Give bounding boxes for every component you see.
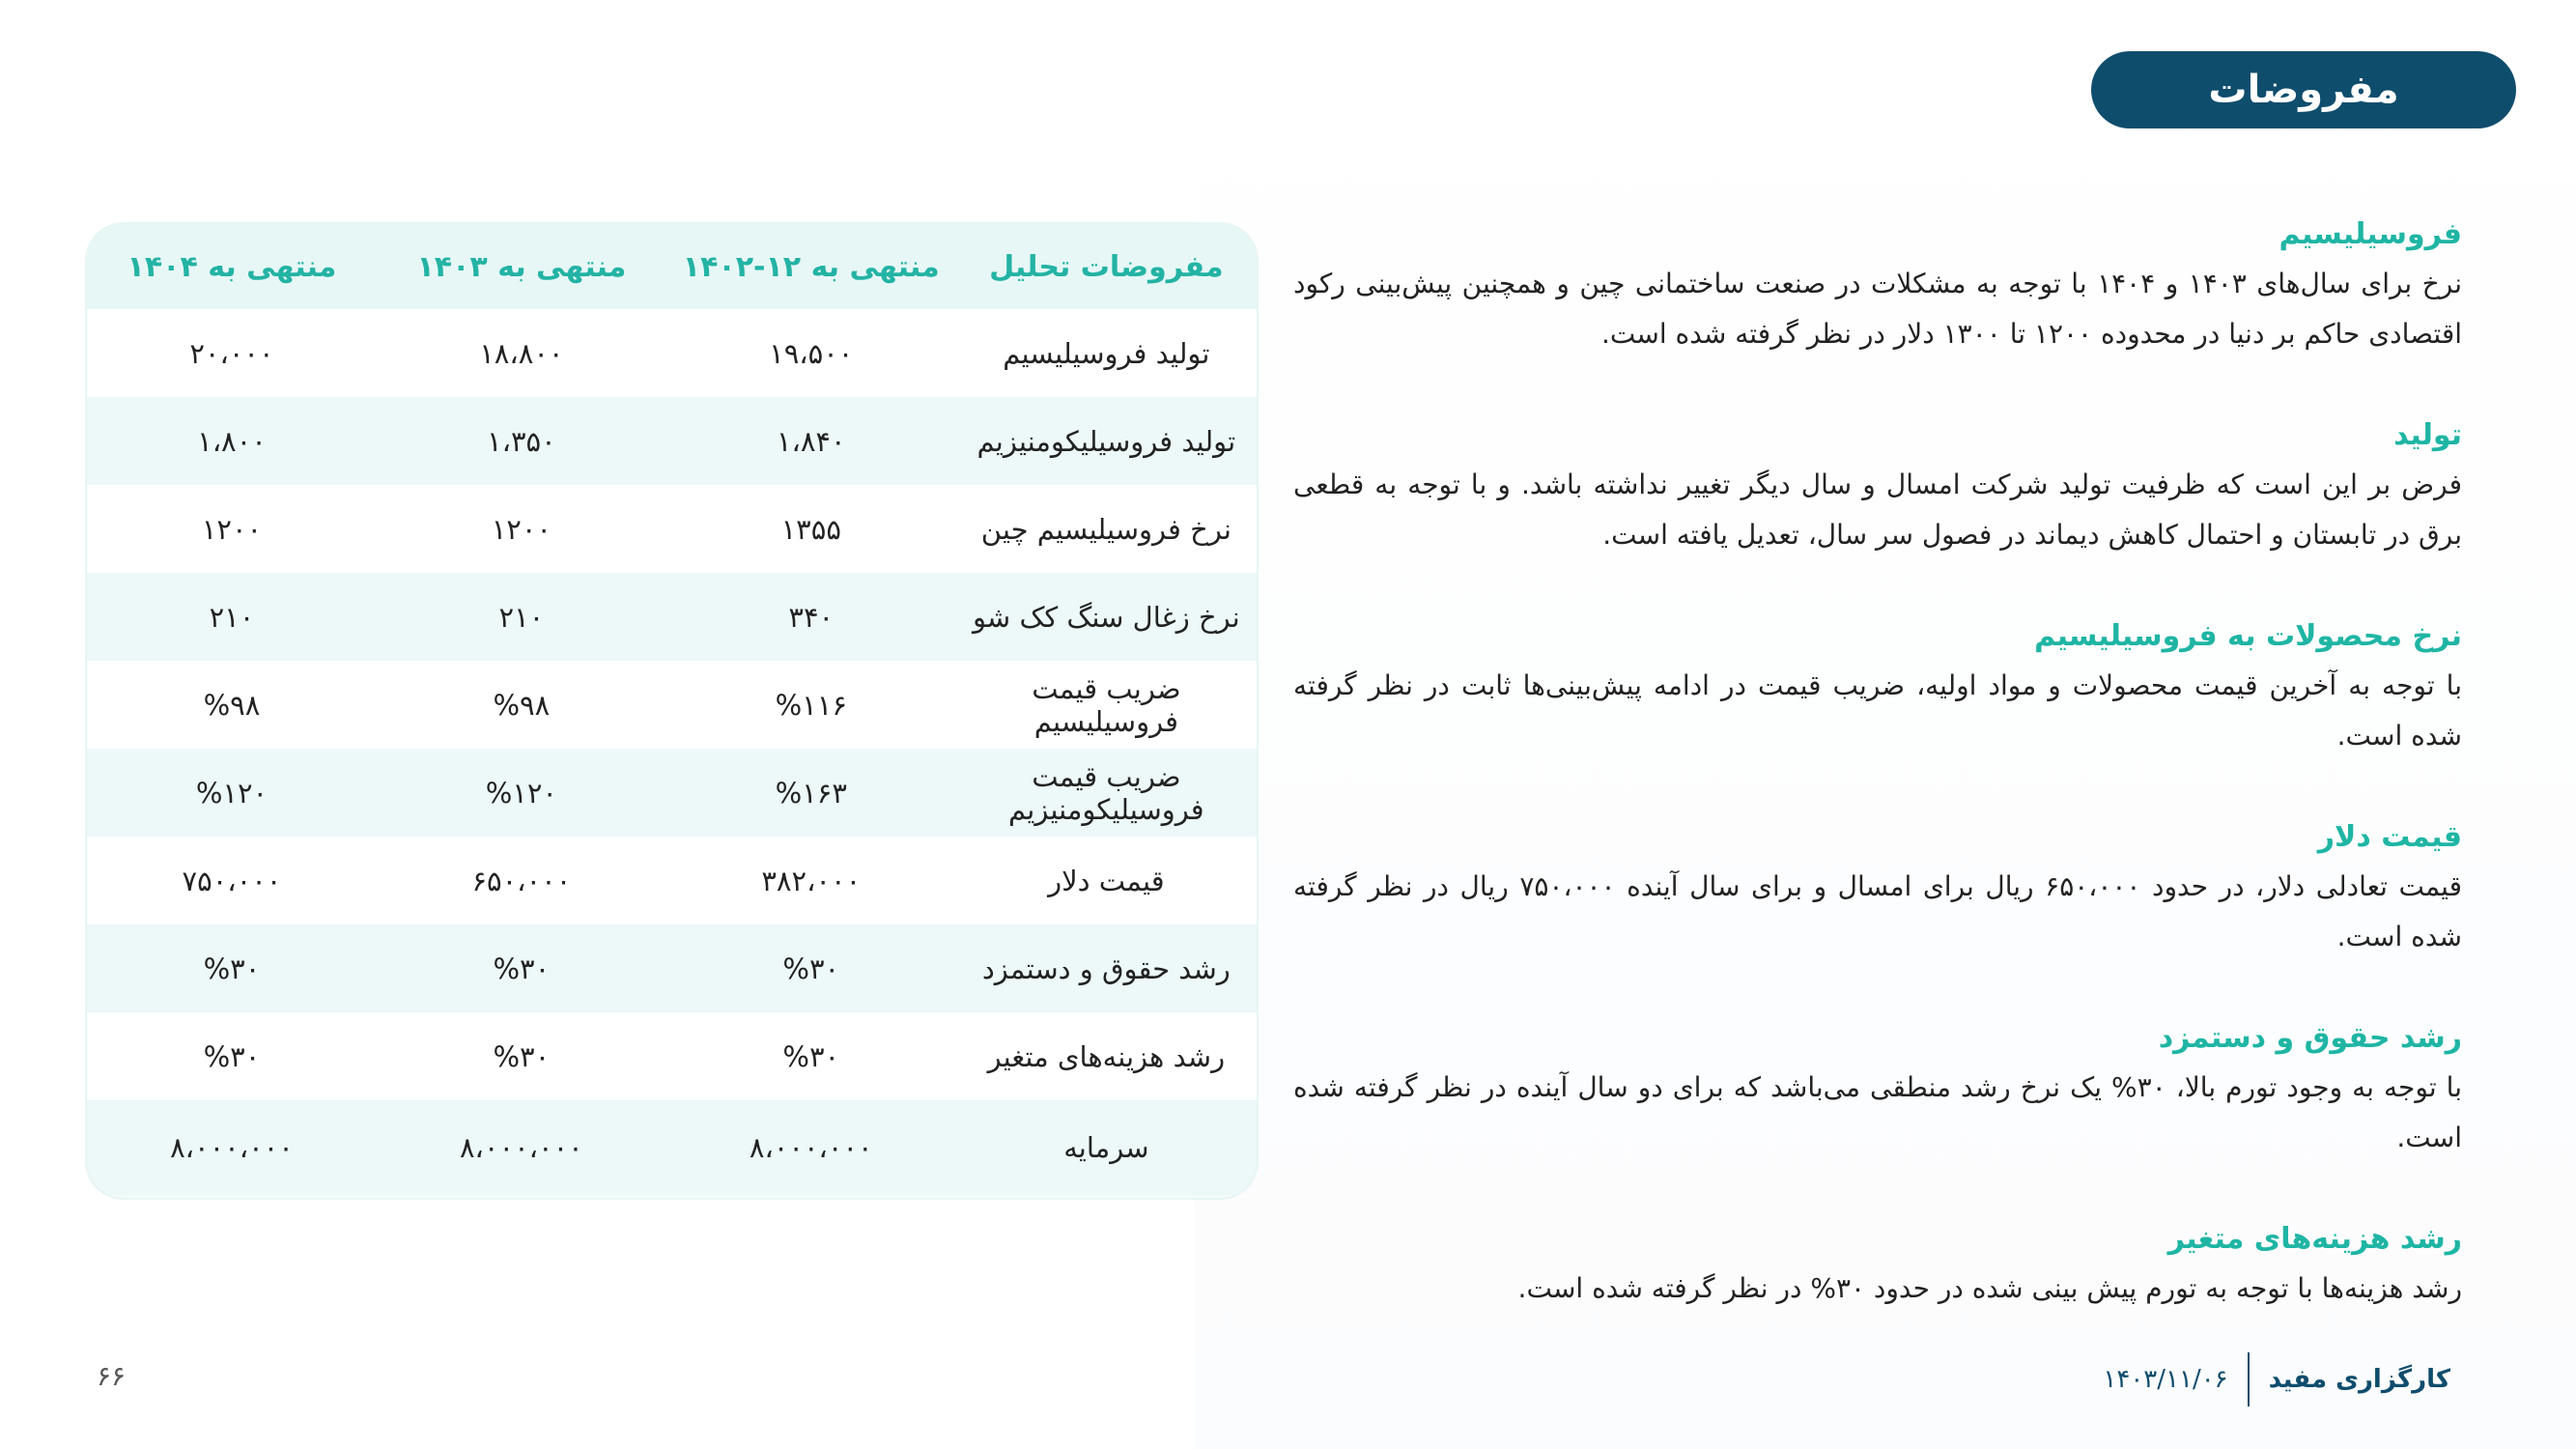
assumption-item	[1293, 612, 2462, 761]
header-period-1402-12: منتهی به ۱۲-۱۴۰۲	[666, 224, 956, 309]
row-label: رشد حقوق و دستمزد	[956, 924, 1257, 1012]
cell-value: %۹۸	[377, 661, 666, 749]
row-label: نرخ زغال سنگ کک شو	[956, 573, 1257, 661]
page-title: مفروضات	[2091, 51, 2516, 128]
assumption-text: رشد هزینه‌ها با توجه به تورم پیش بینی شده در حدود ۳۰% در نظر گرفته شده است.	[1517, 1272, 2462, 1304]
cell-value: %۳۰	[377, 1012, 666, 1100]
cell-value: %۱۶۳	[666, 749, 956, 837]
row-label: تولید فروسیلیسیم	[956, 309, 1257, 397]
assumptions-table	[87, 224, 1257, 1195]
footer-divider	[2248, 1352, 2250, 1406]
report-date: ۱۴۰۳/۱۱/۰۶	[2103, 1365, 2228, 1394]
footer-branding	[2103, 1352, 2450, 1406]
cell-value: %۳۰	[666, 1012, 956, 1100]
cell-value: ۱،۸۰۰	[87, 397, 377, 485]
table-row	[87, 661, 1257, 749]
assumption-item	[1293, 412, 2462, 560]
cell-value: ۷۵۰،۰۰۰	[87, 837, 377, 924]
table-row	[87, 573, 1257, 661]
cell-value: ۲۰،۰۰۰	[87, 309, 377, 397]
cell-value: %۳۰	[377, 924, 666, 1012]
assumption-text: با توجه به وجود تورم بالا، ۳۰% یک نرخ رشد منطقی می‌باشد که برای دو سال آینده در نظر گرفته شده است.	[1293, 1071, 2462, 1153]
cell-value: ۱۸،۸۰۰	[377, 309, 666, 397]
cell-value: ۲۱۰	[377, 573, 666, 661]
assumption-item	[1293, 211, 2462, 359]
table-row	[87, 485, 1257, 573]
assumption-text: قیمت تعادلی دلار، در حدود ۶۵۰،۰۰۰ ریال برای امسال و برای سال آینده ۷۵۰،۰۰۰ ریال در نظر گرفته شده است.	[1293, 870, 2463, 952]
row-label: قیمت دلار	[956, 837, 1257, 924]
cell-value: %۱۱۶	[666, 661, 956, 749]
assumption-text: نرخ برای سال‌های ۱۴۰۳ و ۱۴۰۴ با توجه به مشکلات در صنعت ساختمانی چین و همچنین پیش‌بینی رکود اقتصادی حاکم بر دنیا در محدوده ۱۲۰۰ تا ۱۳۰۰ دلار در نظر گرفته شده است.	[1293, 268, 2462, 350]
page-number: ۶۶	[97, 1360, 127, 1392]
cell-value: ۸،۰۰۰،۰۰۰	[666, 1100, 956, 1195]
assumption-heading: فروسیلیسیم	[2279, 217, 2462, 251]
cell-value: %۱۲۰	[87, 749, 377, 837]
header-period-1404: منتهی به ۱۴۰۴	[87, 224, 377, 309]
table-row	[87, 1100, 1257, 1195]
table-row	[87, 397, 1257, 485]
table-row	[87, 924, 1257, 1012]
assumption-heading: رشد هزینه‌های متغیر	[2167, 1222, 2462, 1256]
cell-value: ۱۹،۵۰۰	[666, 309, 956, 397]
assumption-heading: رشد حقوق و دستمزد	[2158, 1021, 2462, 1055]
assumptions-list	[1293, 211, 2462, 1366]
cell-value: ۲۱۰	[87, 573, 377, 661]
cell-value: ۸،۰۰۰،۰۰۰	[87, 1100, 377, 1195]
table-row	[87, 309, 1257, 397]
table-row	[87, 837, 1257, 924]
row-label: ضریب قیمت فروسیلیسیم	[956, 661, 1257, 749]
row-label: سرمایه	[956, 1100, 1257, 1195]
table-header-row	[87, 224, 1257, 309]
assumption-text: با توجه به آخرین قیمت محصولات و مواد اولیه، ضریب قیمت در ادامه پیش‌بینی‌ها ثابت در نظر گرفته شده است.	[1293, 669, 2462, 752]
cell-value: ۳۸۲،۰۰۰	[666, 837, 956, 924]
assumption-heading: نرخ محصولات به فروسیلیسیم	[2034, 619, 2462, 653]
cell-value: ۱۲۰۰	[377, 485, 666, 573]
header-analysis-assumptions: مفروضات تحلیل	[956, 224, 1257, 309]
row-label: ضریب قیمت فروسیلیکومنیزیم	[956, 749, 1257, 837]
cell-value: ۱،۳۵۰	[377, 397, 666, 485]
assumption-item	[1293, 1215, 2462, 1314]
row-label: رشد هزینه‌های متغیر	[956, 1012, 1257, 1100]
assumption-heading: قیمت دلار	[2317, 820, 2462, 854]
assumption-text: فرض بر این است که ظرفیت تولید شرکت امسال و سال دیگر تغییر نداشته باشد. و با توجه به قطعی برق در تابستان و احتمال کاهش دیماند در فصول سر سال، تعدیل یافته است.	[1293, 469, 2462, 551]
cell-value: ۱۲۰۰	[87, 485, 377, 573]
table-row	[87, 1012, 1257, 1100]
assumption-item	[1293, 1014, 2462, 1163]
assumption-item	[1293, 813, 2462, 962]
assumption-heading: تولید	[2393, 418, 2462, 452]
cell-value: ۱۳۵۵	[666, 485, 956, 573]
cell-value: %۱۲۰	[377, 749, 666, 837]
assumptions-table-card	[85, 222, 1259, 1200]
brand-name: کارگزاری مفید	[2268, 1365, 2450, 1394]
table-row	[87, 749, 1257, 837]
row-label: تولید فروسیلیکومنیزیم	[956, 397, 1257, 485]
cell-value: %۳۰	[87, 1012, 377, 1100]
cell-value: ۸،۰۰۰،۰۰۰	[377, 1100, 666, 1195]
cell-value: %۳۰	[666, 924, 956, 1012]
row-label: نرخ فروسیلیسیم چین	[956, 485, 1257, 573]
cell-value: ۱،۸۴۰	[666, 397, 956, 485]
cell-value: %۳۰	[87, 924, 377, 1012]
cell-value: ۳۴۰	[666, 573, 956, 661]
cell-value: ۶۵۰،۰۰۰	[377, 837, 666, 924]
cell-value: %۹۸	[87, 661, 377, 749]
header-period-1403: منتهی به ۱۴۰۳	[377, 224, 666, 309]
